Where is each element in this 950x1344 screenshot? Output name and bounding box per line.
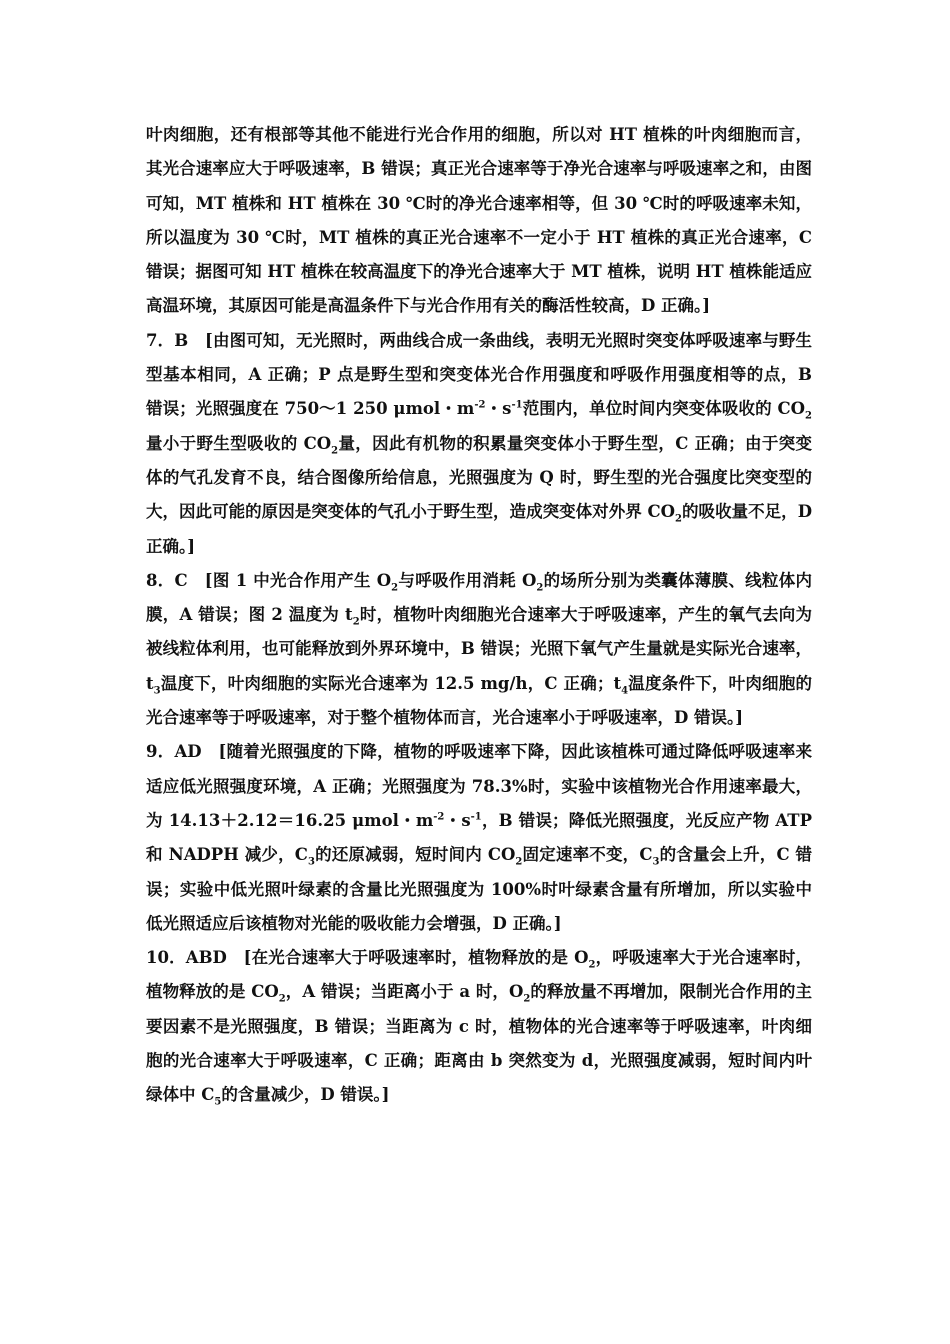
text-run: 的吸收量不足，D 正确。] (146, 502, 813, 556)
subscript: 3 (153, 685, 161, 697)
text-run: ，呼吸速率大于光合速率时，植物释放的是 CO (146, 948, 813, 1002)
subscript: 2 (391, 582, 399, 594)
subscript: 4 (621, 685, 629, 697)
answer-paragraph (146, 735, 812, 941)
subscript: 2 (278, 993, 286, 1005)
subscript: 2 (331, 444, 339, 456)
superscript: -1 (470, 811, 482, 823)
text-run: 量，因此有机物的积累量突变体小于野生型，C 正确；由于突变体的气孔发育不良，结合图像所给信息，光照强度为 Q 时，野生型的光合强度比突变型的大，因此可能的原因是突变体的气孔小于野生型，造成突变体对外界 CO (146, 433, 813, 522)
text-run: 的场所分别为类囊体薄膜、线粒体内膜，A 错误；图 2 温度为 t (146, 570, 812, 625)
superscript: -2 (433, 811, 445, 823)
text-run: ・s (485, 399, 512, 419)
superscript: -2 (474, 399, 486, 411)
subscript: 5 (214, 1096, 222, 1108)
subscript: 3 (652, 856, 660, 868)
text-run: 与呼吸作用消耗 O (398, 570, 537, 590)
text-run: 的含量会上升，C 错误；实验中低光照叶绿素的含量比光照强度为 100%时叶绿素含量有所增加，所以实验中低光照适应后该植物对光能的吸收能力会增强，D 正确。] (146, 845, 813, 933)
text-run: 叶肉细胞，还有根部等其他不能进行光合作用的细胞，所以对 HT 植株的叶肉细胞而言，其光合速率应大于呼吸速率，B 错误；真正光合速率等于净光合速率与呼吸速率之和，由图可知，MT 植株和 HT 植株在 30 ℃时的净光合速率相等，但 30 ℃时的呼吸速率未知，所以温度为 30 ℃时，MT 植株的真正光合速率不一定小于 HT 植株的真正光合速率，C 错误；据图可知 HT 植株在较高温度下的净光合速率大于 MT 植株，说明 HT 植株能适应高温环境，其原因可能是高温条件下与光合作用有关的酶活性较高，D 正确。] (146, 125, 812, 316)
subscript: 2 (523, 993, 531, 1005)
text-run: ，B 错误；降低光照强度，光反应产物 ATP 和 NADPH 减少，C (146, 810, 812, 865)
answer-paragraph (146, 118, 812, 324)
answer-page (146, 118, 812, 1113)
text-run: 固定速率不变，C (522, 845, 653, 865)
answer-paragraph (146, 324, 812, 564)
text-run: 时，植物叶肉细胞光合速率大于呼吸速率，产生的氧气去向为被线粒体利用，也可能释放到外界环境中，B 错误；光照下氧气产生量就是实际光合速率，t (146, 605, 813, 693)
text-run: 温度下，叶肉细胞的实际光合速率为 12.5 mg/h，C 正确；t (160, 673, 622, 693)
text-run: 温度条件下，叶肉细胞的光合速率等于呼吸速率，对于整个植物体而言，光合速率小于呼吸速率，D 错误。] (146, 673, 812, 728)
text-run: 8．C [图 1 中光合作用产生 O (146, 570, 392, 590)
subscript: 2 (536, 582, 544, 594)
text-run: 7．B [由图可知，无光照时，两曲线合成一条曲线，表明无光照时突变体呼吸速率与野生型基本相同，A 正确；P 点是野生型和突变体光合作用强度和呼吸作用强度相等的点，B 错误；光照强度在 750～1 250 μmol・m (146, 330, 812, 419)
text-run: ，A 错误；当距离小于 a 时，O (285, 982, 524, 1002)
subscript: 2 (805, 410, 813, 422)
text-run: ・s (444, 810, 471, 830)
text-run: 的含量减少，D 错误。] (221, 1085, 390, 1105)
subscript: 2 (352, 616, 360, 628)
subscript: 2 (588, 959, 596, 971)
superscript: -1 (511, 399, 523, 411)
answer-paragraph (146, 564, 812, 735)
text-run: 量小于野生型吸收的 CO (146, 433, 332, 453)
text-run: 的还原减弱，短时间内 CO (314, 845, 516, 865)
answer-paragraph (146, 941, 812, 1112)
text-run: 的释放量不再增加，限制光合作用的主要因素不是光照强度，B 错误；当距离为 c 时，植物体的光合速率等于呼吸速率，叶肉细胞的光合速率大于呼吸速率，C 正确；距离由 b 突然变为 d，光照强度减弱，短时间内叶绿体中 C (146, 982, 813, 1105)
text-run: 10．ABD [在光合速率大于呼吸速率时，植物释放的是 O (146, 948, 589, 968)
subscript: 3 (307, 856, 315, 868)
text-run: 范围内，单位时间内突变体吸收的 CO (522, 399, 806, 419)
subscript: 2 (675, 513, 682, 525)
text-run: 9．AD [随着光照强度的下降，植物的呼吸速率下降，因此该植株可通过降低呼吸速率来适应低光照强度环境，A 正确；光照强度为 78.3%时，实验中该植物光合作用速率最大，为 14.13＋2.12＝16.25 μmol・m (146, 742, 812, 830)
subscript: 2 (515, 856, 523, 868)
